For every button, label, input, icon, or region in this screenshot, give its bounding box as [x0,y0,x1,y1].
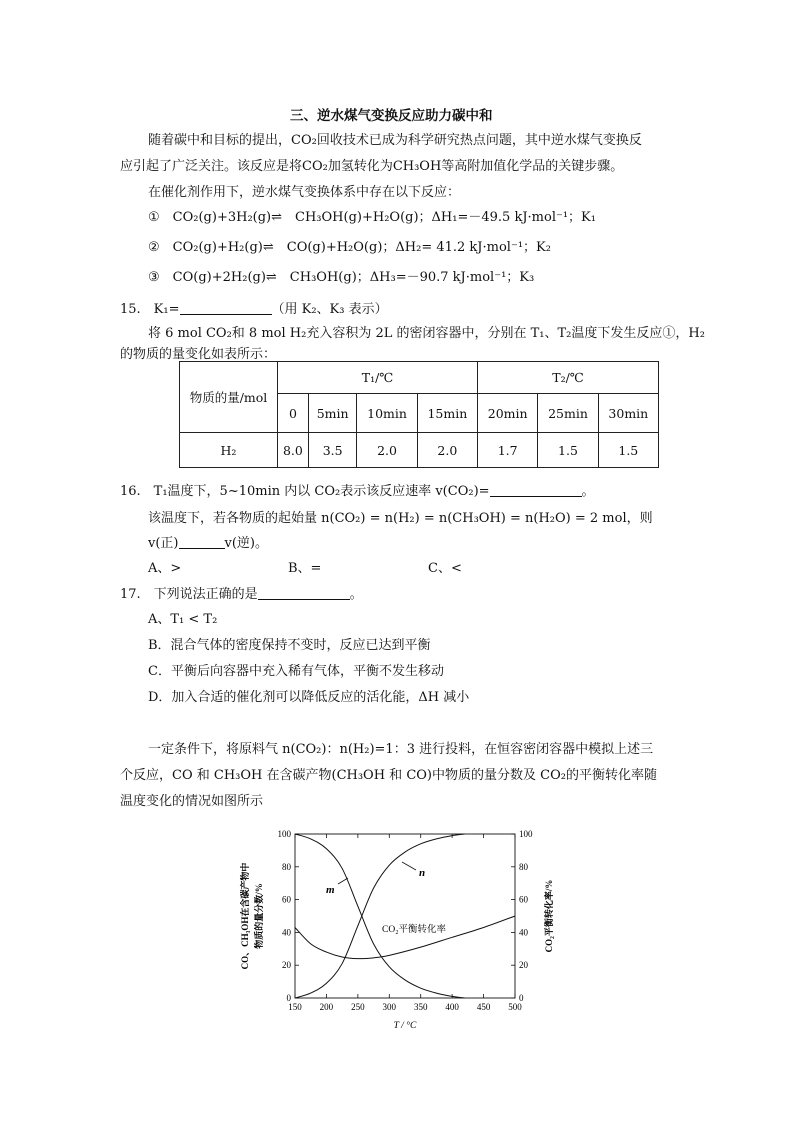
y-tick-label-left: 100 [277,829,291,839]
x-tick-label: 450 [476,1002,491,1012]
co2-annotation: CO₂平衡转化率 [382,925,447,935]
reaction-2: ② CO₂(g)+H₂(g)⇌ CO(g)+H₂O(g)；ΔH₂= 41.2 kJ·mol⁻¹；K₂ [148,240,551,255]
intro-line: 随着碳中和目标的提出，CO₂回收技术已成为科学研究热点问题，其中逆水煤气变换反 [148,133,642,148]
y-axis-label-left: CO、CH₃OH在含碳产物中 [240,862,250,970]
plot-frame [295,834,515,998]
y-tick-label-right: 60 [519,894,528,905]
co2-conversion-line [295,916,515,959]
value-cell: 8.0 [278,433,309,468]
time-cell: 10min [357,394,417,433]
answer-blank[interactable] [179,536,225,549]
y-tick-label-left: 80 [282,861,291,872]
time-cell: 30min [598,394,658,433]
series-label-m: m [326,884,335,896]
y-axis-label-left: 物质的量分数/% [254,883,264,949]
y-tick-label-left: 40 [282,927,291,938]
table-row-header: 物质的量/mol [180,362,278,433]
q15-text: 将 6 mol CO₂和 8 mol H₂充入容积为 2L 的密闭容器中，分别在 T₁、T₂温度下发生反应①，H₂ [148,326,705,341]
x-axis-label: T / °C [393,1021,417,1031]
answer-blank[interactable] [490,484,582,497]
y-tick-label-right: 80 [519,861,528,872]
q16-text: 该温度下，若各物质的起始量 n(CO₂) = n(H₂) = n(CH₃OH) = n(H₂O) = 2 mol，则 [148,511,653,526]
x-tick-label: 250 [351,1002,365,1012]
t2-header: T₂/℃ [478,362,659,394]
option: C、< [428,561,462,576]
answer-blank[interactable] [180,302,272,315]
y-tick-label-right: 40 [519,927,528,938]
q15-text: 的物质的量变化如表所示： [120,347,277,362]
paragraph-line: 一定条件下，将原料气 n(CO₂)：n(H₂)=1：3 进行投料，在恒容密闭容器中模拟上述三 [148,742,654,757]
option: B、= [288,561,322,576]
y-tick-label-left: 0 [286,993,291,1003]
x-tick-label: 150 [288,1002,302,1012]
series-m-line [295,834,465,998]
value-cell: 1.7 [478,433,538,468]
paragraph-line: 温度变化的情况如图所示 [120,794,264,809]
time-cell: 0 [278,394,309,433]
value-cell: 2.0 [357,433,417,468]
question-17: 17. 下列说法正确的是 。 [120,587,363,602]
q16-text: v(正) v(逆)。 [148,536,268,551]
x-tick-label: 350 [413,1002,428,1012]
value-cell: 1.5 [538,433,598,468]
time-cell: 20min [478,394,538,433]
x-tick-label: 300 [382,1002,397,1012]
option: A、T₁ < T₂ [148,612,218,627]
species-cell: H₂ [180,433,278,468]
y-tick-label-left: 60 [282,894,291,905]
reaction-3: ③ CO(g)+2H₂(g)⇌ CH₃OH(g)；ΔH₃=－90.7 kJ·mol⁻¹；K₃ [148,270,535,285]
option: A、> [148,561,182,576]
chart [230,820,570,1040]
reaction-1: ① CO₂(g)+3H₂(g)⇌ CH₃OH(g)+H₂O(g)；ΔH₁=－49.5 kJ·mol⁻¹；K₁ [148,210,596,225]
value-cell: 1.5 [598,433,658,468]
y-tick-label-right: 20 [519,960,528,971]
h2-amount-table [179,361,659,468]
option: D．加入合适的催化剂可以降低反应的活化能，ΔH 减小 [148,690,470,705]
x-tick-label: 500 [508,1002,522,1012]
option: C．平衡后向容器中充入稀有气体，平衡不发生移动 [148,664,444,679]
question-15: 15. K₁= （用 K₂、K₃ 表示） [120,302,388,317]
paragraph-line: 个反应，CO 和 CH₃OH 在含碳产物(CH₃OH 和 CO)中物质的量分数及 CO₂的平衡转化率随 [120,768,657,783]
value-cell: 2.0 [417,433,477,468]
y-axis-label-right: CO₂平衡转化率/% [544,879,554,953]
time-cell: 15min [417,394,477,433]
series-n-line [295,834,465,998]
time-cell: 5min [308,394,357,433]
x-tick-label: 400 [445,1002,459,1012]
section-title: 三、逆水煤气变换反应助力碳中和 [290,108,493,124]
intro-line: 在催化剂作用下，逆水煤气变换体系中存在以下反应： [148,185,461,200]
question-16: 16. T₁温度下，5~10min 内以 CO₂表示该反应速率 v(CO₂)= 。 [120,484,595,499]
intro-line: 应引起了广泛关注。该反应是将CO₂加氢转化为CH₃OH等高附加值化学品的关键步骤。 [120,159,624,174]
label-leader [338,878,348,884]
time-cell: 25min [538,394,598,433]
t1-header: T₁/℃ [278,362,478,394]
series-label-n: n [419,867,426,879]
y-tick-label-left: 20 [282,960,291,971]
y-tick-label-right: 0 [519,993,524,1003]
x-tick-label: 200 [319,1002,334,1012]
label-leader [402,862,416,870]
value-cell: 3.5 [308,433,357,468]
y-tick-label-right: 100 [519,829,533,839]
answer-blank[interactable] [258,587,350,600]
option: B．混合气体的密度保持不变时，反应已达到平衡 [148,638,431,653]
